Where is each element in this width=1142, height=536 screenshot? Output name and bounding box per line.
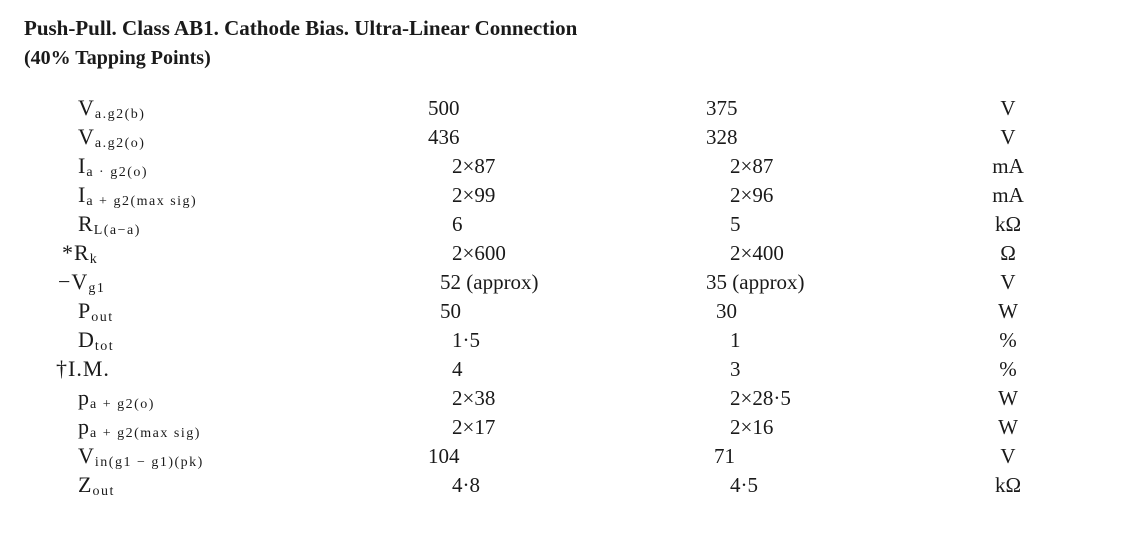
symbol-subscript: a.g2(o)	[94, 136, 146, 151]
value-375v: 4·5	[730, 473, 758, 497]
symbol-prefix: †	[56, 356, 68, 381]
value-500v: 6	[452, 212, 463, 236]
value-375v: 375	[706, 96, 738, 120]
symbol-subscript: a + g2(max sig)	[90, 426, 201, 441]
unit: %	[999, 357, 1017, 381]
table-row	[0, 384, 1142, 412]
value-500v: 2×87	[452, 154, 496, 178]
table-row	[0, 413, 1142, 441]
symbol-main: I	[78, 182, 87, 207]
table-row	[0, 239, 1142, 267]
value-500v: 4·8	[452, 473, 480, 497]
parameter-symbol	[78, 471, 115, 506]
table-row	[0, 471, 1142, 499]
table-row	[0, 268, 1142, 296]
symbol-subscript: tot	[94, 339, 115, 354]
symbol-subscript: out	[92, 484, 115, 499]
table-row	[0, 297, 1142, 325]
value-500v: 2×17	[452, 415, 496, 439]
value-375v: 35 (approx)	[706, 270, 805, 294]
table-row	[0, 94, 1142, 122]
value-500v: 1·5	[452, 328, 480, 352]
symbol-main: D	[78, 327, 95, 352]
value-500v: 2×38	[452, 386, 496, 410]
unit: %	[999, 328, 1017, 352]
value-375v: 2×400	[730, 241, 784, 265]
value-375v: 2×87	[730, 154, 774, 178]
symbol-subscript: a + g2(o)	[90, 397, 155, 412]
table-row	[0, 442, 1142, 470]
symbol-subscript: g1	[88, 281, 106, 296]
symbol-main: I.M.	[68, 356, 110, 381]
symbol-subscript: a.g2(b)	[94, 107, 146, 122]
symbol-main: R	[78, 211, 94, 236]
value-500v: 2×600	[452, 241, 506, 265]
unit: W	[998, 415, 1018, 439]
value-375v: 2×16	[730, 415, 774, 439]
value-500v: 4	[452, 357, 463, 381]
table-row	[0, 181, 1142, 209]
unit: V	[1000, 270, 1016, 294]
value-375v: 3	[730, 357, 741, 381]
value-375v: 5	[730, 212, 741, 236]
table-row	[0, 123, 1142, 151]
symbol-subscript: L(a−a)	[93, 223, 141, 238]
value-375v: 1	[730, 328, 741, 352]
symbol-subscript: a · g2(o)	[86, 165, 149, 180]
symbol-main: I	[78, 153, 87, 178]
symbol-main: V	[78, 443, 95, 468]
symbol-main: p	[78, 385, 90, 410]
table-subtitle: (40% Tapping Points)	[24, 47, 211, 69]
symbol-main: V	[78, 124, 95, 149]
value-500v: 52 (approx)	[440, 270, 539, 294]
unit: mA	[992, 183, 1024, 207]
symbol-prefix: −	[58, 269, 72, 294]
unit: W	[998, 299, 1018, 323]
symbol-main: Z	[78, 472, 93, 497]
symbol-main: p	[78, 414, 90, 439]
unit: mA	[992, 154, 1024, 178]
unit: kΩ	[994, 473, 1022, 497]
table-row	[0, 152, 1142, 180]
symbol-subscript: a + g2(max sig)	[86, 194, 198, 209]
symbol-subscript: out	[91, 310, 114, 325]
unit: Ω	[1000, 241, 1016, 265]
value-375v: 2×28·5	[730, 386, 791, 410]
symbol-prefix: *	[62, 240, 74, 265]
symbol-main: V	[71, 269, 89, 294]
symbol-main: P	[78, 298, 92, 323]
value-375v: 2×96	[730, 183, 774, 207]
value-375v: 30	[716, 299, 737, 323]
table-row	[0, 326, 1142, 354]
table-row	[0, 210, 1142, 238]
unit: V	[1000, 96, 1016, 120]
value-500v: 500	[428, 96, 460, 120]
symbol-subscript: k	[89, 252, 99, 267]
symbol-subscript: in(g1 − g1)(pk)	[94, 455, 204, 470]
unit: W	[998, 386, 1018, 410]
value-375v: 71	[714, 444, 735, 468]
table-title: Push-Pull. Class AB1. Cathode Bias. Ultra-Linear Connection	[24, 16, 578, 40]
symbol-main: V	[78, 95, 95, 120]
table-row	[0, 355, 1142, 383]
value-500v: 104	[428, 444, 460, 468]
value-500v: 436	[428, 125, 460, 149]
unit: V	[1000, 125, 1016, 149]
value-500v: 50	[440, 299, 461, 323]
symbol-main: R	[74, 240, 90, 265]
unit: V	[1000, 444, 1016, 468]
value-500v: 2×99	[452, 183, 496, 207]
value-375v: 328	[706, 125, 738, 149]
unit: kΩ	[994, 212, 1022, 236]
